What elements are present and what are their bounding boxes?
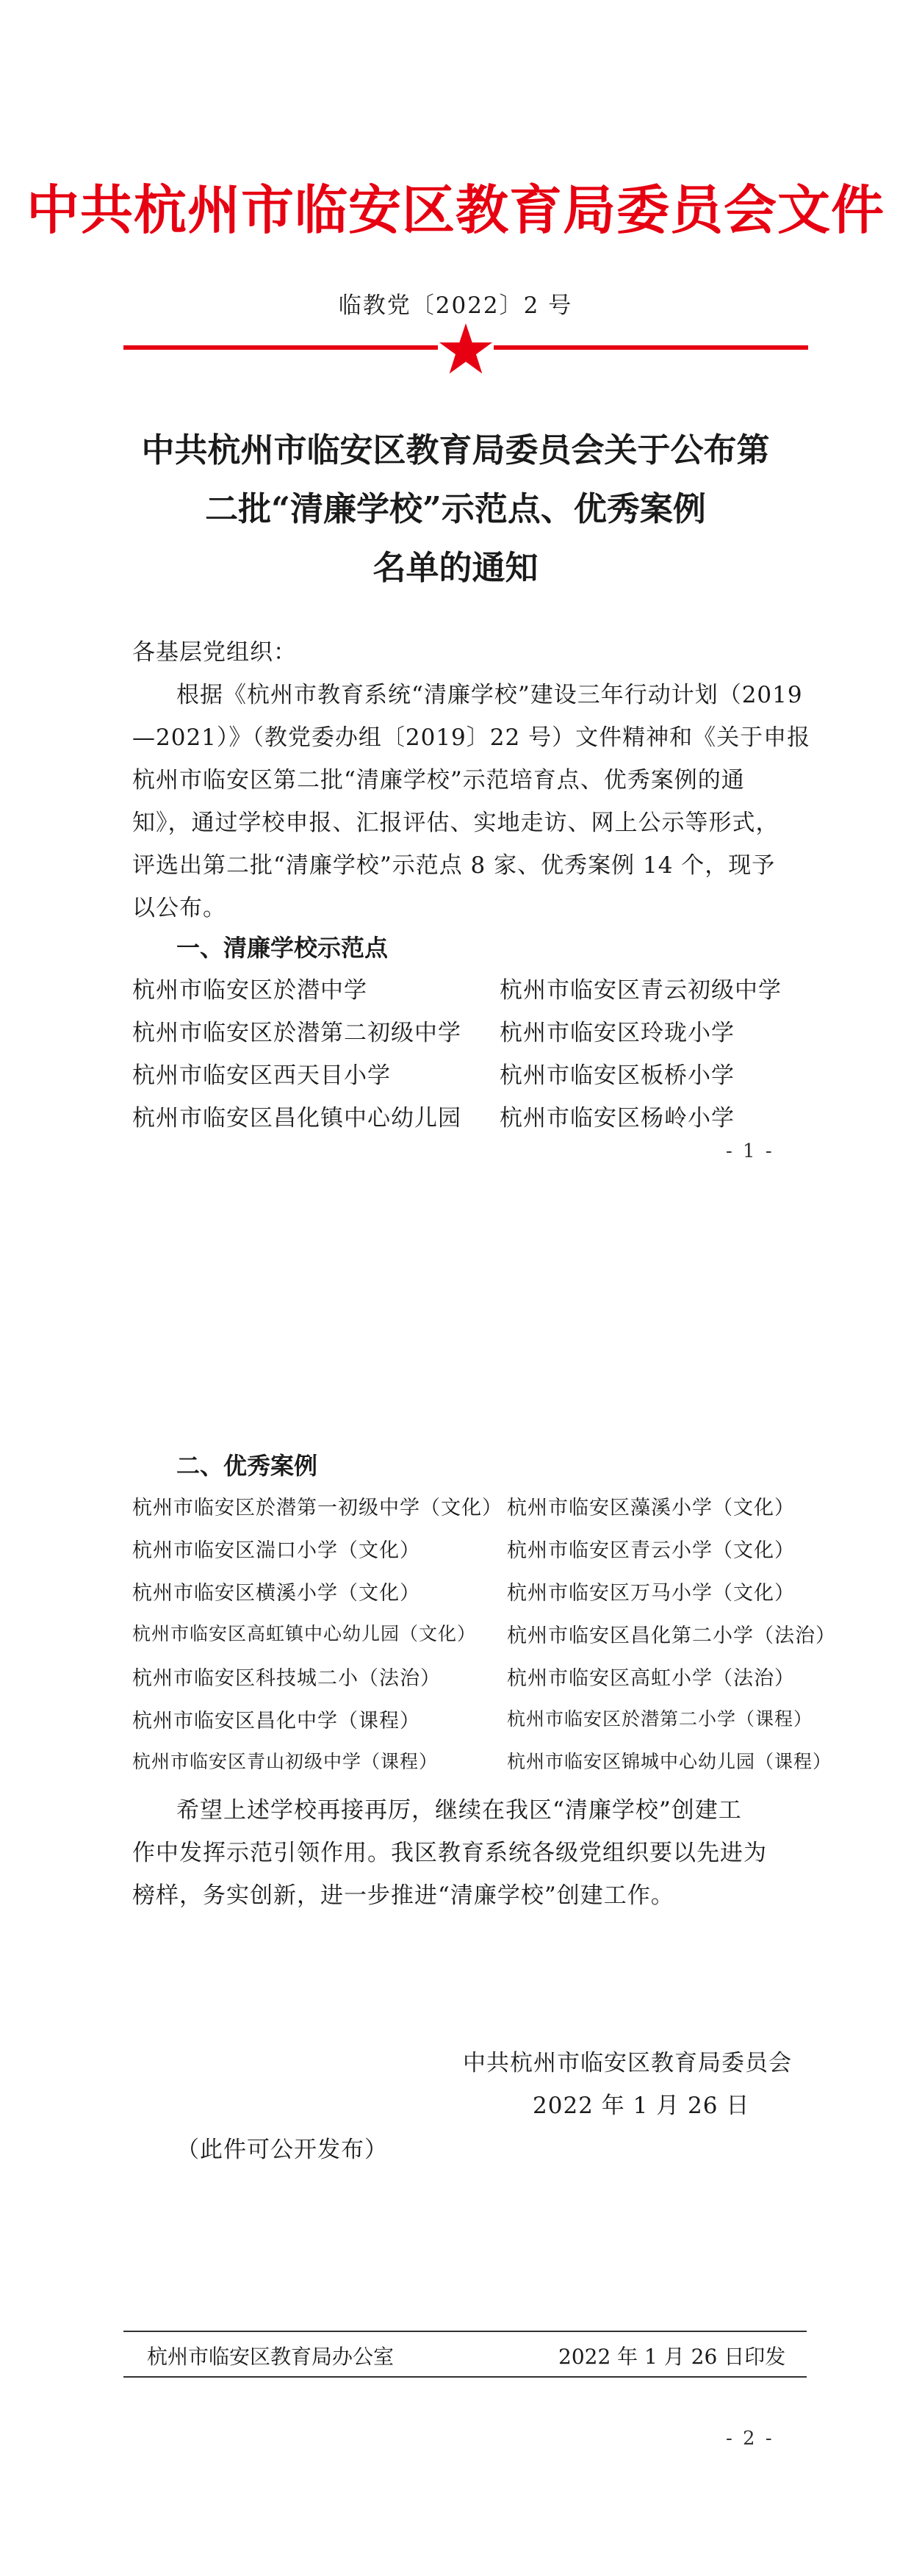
- list-item: 杭州市临安区湍口小学（文化）: [132, 1539, 420, 1562]
- notice-title-line-1: 中共杭州市临安区教育局委员会关于公布第: [141, 431, 770, 469]
- body-line: 以公布。: [132, 895, 226, 921]
- list-item: 杭州市临安区青云初级中学: [500, 977, 782, 1004]
- red-divider-left: [123, 345, 438, 350]
- page-number: - 2 -: [726, 2428, 774, 2450]
- list-item: 杭州市临安区昌化中学（课程）: [132, 1710, 420, 1733]
- list-item: 杭州市临安区昌化镇中心幼儿园: [132, 1105, 461, 1132]
- closing-line: 希望上述学校再接再厉，继续在我区“清廉学校”创建工: [176, 1797, 742, 1824]
- closing-line: 作中发挥示范引领作用。我区教育系统各级党组织要以先进为: [132, 1840, 767, 1866]
- document-title: 中共杭州市临安区教育局委员会文件: [26, 179, 885, 241]
- footer-office: 杭州市临安区教育局办公室: [147, 2345, 395, 2369]
- red-divider-right: [494, 345, 808, 350]
- list-item: 杭州市临安区高虹小学（法治）: [507, 1667, 795, 1690]
- list-item: 杭州市临安区万马小学（文化）: [507, 1582, 795, 1605]
- list-item: 杭州市临安区於潜第二初级中学: [132, 1020, 461, 1046]
- section-heading-excellent-cases: 二、优秀案例: [176, 1452, 318, 1480]
- list-item: 杭州市临安区杨岭小学: [500, 1105, 735, 1132]
- list-item: 杭州市临安区於潜第二小学（课程）: [507, 1708, 813, 1730]
- list-item: 杭州市临安区锦城中心幼儿园（课程）: [507, 1751, 832, 1772]
- footer-bottom-rule: [123, 2376, 807, 2378]
- body-line: 杭州市临安区第二批“清廉学校”示范培育点、优秀案例的通: [132, 767, 745, 794]
- signature-date: 2022 年 1 月 26 日: [533, 2093, 750, 2119]
- list-item: 杭州市临安区玲珑小学: [500, 1020, 735, 1046]
- list-item: 杭州市临安区於潜中学: [132, 977, 367, 1004]
- list-item: 杭州市临安区科技城二小（法治）: [132, 1667, 441, 1690]
- salutation: 各基层党组织：: [132, 639, 297, 666]
- public-release-note: （此件可公开发布）: [176, 2137, 388, 2163]
- list-item: 杭州市临安区青云小学（文化）: [507, 1539, 795, 1562]
- footer-print-date: 2022 年 1 月 26 日印发: [558, 2345, 786, 2369]
- notice-title-line-2: 二批“清廉学校”示范点、优秀案例: [205, 489, 706, 528]
- red-star-icon: [439, 323, 493, 375]
- document-number: 临教党〔2022〕2 号: [338, 292, 573, 319]
- section-heading-demo-sites: 一、清廉学校示范点: [176, 934, 389, 962]
- body-line: 知》，通过学校申报、汇报评估、实地走访、网上公示等形式，: [132, 810, 779, 836]
- body-line: —2021）》（教党委办组〔2019〕22 号）文件精神和《关于申报: [132, 724, 811, 751]
- list-item: 杭州市临安区於潜第一初级中学（文化）: [132, 1497, 503, 1519]
- footer-top-rule: [123, 2331, 807, 2332]
- list-item: 杭州市临安区高虹镇中心幼儿园（文化）: [132, 1623, 477, 1644]
- page-number: - 1 -: [726, 1140, 774, 1162]
- body-line: 评选出第二批“清廉学校”示范点 8 家、优秀案例 14 个，现予: [132, 852, 776, 879]
- list-item: 杭州市临安区横溪小学（文化）: [132, 1582, 420, 1605]
- body-line: 根据《杭州市教育系统“清廉学校”建设三年行动计划（2019: [176, 682, 803, 708]
- notice-title-line-3: 名单的通知: [372, 548, 539, 587]
- signature-org: 中共杭州市临安区教育局委员会: [463, 2050, 792, 2076]
- list-item: 杭州市临安区藻溪小学（文化）: [507, 1497, 795, 1519]
- list-item: 杭州市临安区板桥小学: [500, 1062, 735, 1089]
- list-item: 杭州市临安区昌化第二小学（法治）: [507, 1625, 836, 1647]
- list-item: 杭州市临安区西天目小学: [132, 1062, 391, 1089]
- closing-line: 榜样，务实创新，进一步推进“清廉学校”创建工作。: [132, 1882, 674, 1909]
- list-item: 杭州市临安区青山初级中学（课程）: [132, 1751, 439, 1772]
